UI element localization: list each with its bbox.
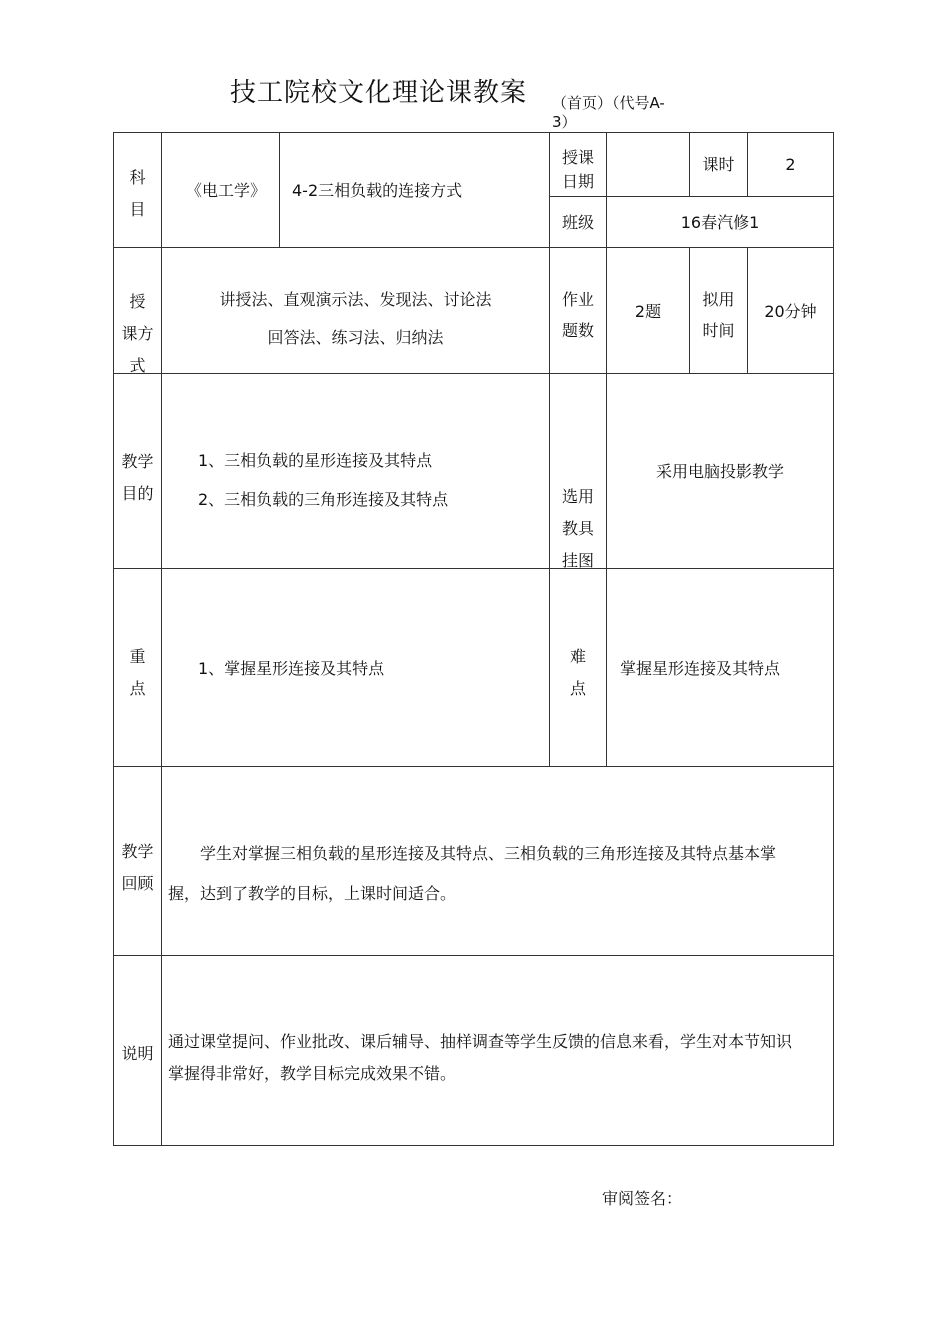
goal-label-2: 目的 (121, 484, 154, 503)
hours-value: 2 (785, 155, 796, 174)
hard-label-1: 难 (569, 647, 586, 666)
review-label-2: 回顾 (121, 874, 154, 893)
teaching-goals (198, 441, 448, 519)
time-label-1: 拟用 (702, 290, 735, 309)
method-label-3: 式 (129, 356, 146, 375)
time-label-2: 时间 (702, 321, 735, 340)
tools-label-1: 选用 (561, 487, 594, 506)
note-line-1: 通过课堂提问、作业批改、课后辅导、抽样调查等学生反馈的信息来看，学生对本节知识 (168, 1032, 793, 1051)
tools-label-2: 教具 (561, 519, 594, 538)
tools-label (550, 481, 606, 577)
review-label (114, 836, 161, 900)
key-point-value: 1、掌握星形连接及其特点 (198, 659, 385, 678)
hours-label: 课时 (702, 155, 735, 174)
note-text (168, 1026, 832, 1090)
subtitle-line-1: （首页）（代号A- (552, 94, 665, 112)
tools-value: 采用电脑投影教学 (655, 462, 784, 481)
review-label-1: 教学 (121, 842, 154, 861)
goal-label (114, 446, 161, 510)
homework-value: 2题 (634, 302, 662, 321)
methods-line-1: 讲授法、直观演示法、发现法、讨论法 (219, 290, 492, 309)
homework-label-1: 作业 (561, 290, 594, 309)
note-label: 说明 (121, 1044, 154, 1063)
methods-line-2: 回答法、练习法、归纳法 (267, 328, 444, 347)
review-line-1: 学生对掌握三相负载的星形连接及其特点、三相负载的三角形连接及其特点基本掌 (200, 844, 777, 863)
date-label (550, 146, 606, 194)
goal-item: 1、三相负载的星形连接及其特点 (198, 451, 433, 470)
document-subtitle (552, 94, 702, 132)
signature-label: 审阅签名： (602, 1189, 683, 1208)
class-label: 班级 (561, 213, 594, 232)
subtitle-line-2: 3） (552, 113, 577, 131)
book-name: 《电工学》 (186, 181, 267, 200)
method-label-1: 授 (129, 292, 146, 311)
key-label-2: 点 (129, 679, 146, 698)
homework-label (550, 284, 606, 346)
time-label (690, 284, 747, 346)
subject-label (114, 162, 161, 226)
review-text (168, 834, 818, 914)
review-line-2: 握，达到了教学的目标，上课时间适合。 (168, 884, 457, 903)
hard-label-2: 点 (569, 679, 586, 698)
class-value: 16春汽修1 (680, 213, 760, 232)
key-point-label (114, 641, 161, 705)
time-value: 20分钟 (764, 302, 817, 321)
lesson-topic: 4-2三相负载的连接方式 (292, 181, 463, 200)
goal-item: 2、三相负载的三角形连接及其特点 (198, 490, 449, 509)
note-line-2: 掌握得非常好，教学目标完成效果不错。 (168, 1064, 457, 1083)
date-label-2: 日期 (561, 172, 594, 191)
document-title: 技工院校文化理论课教案 (230, 78, 528, 108)
key-label-1: 重 (129, 647, 146, 666)
homework-label-2: 题数 (561, 321, 594, 340)
tools-label-3: 挂图 (561, 551, 594, 570)
date-label-1: 授课 (561, 148, 594, 167)
method-label-2: 课方 (121, 324, 154, 343)
goal-label-1: 教学 (121, 452, 154, 471)
subject-label-1: 科 (129, 168, 146, 187)
method-label (114, 286, 161, 382)
difficulty-label (550, 641, 606, 705)
subject-label-2: 目 (129, 200, 146, 219)
teaching-methods (162, 281, 549, 357)
difficulty-value: 掌握星形连接及其特点 (620, 659, 781, 678)
